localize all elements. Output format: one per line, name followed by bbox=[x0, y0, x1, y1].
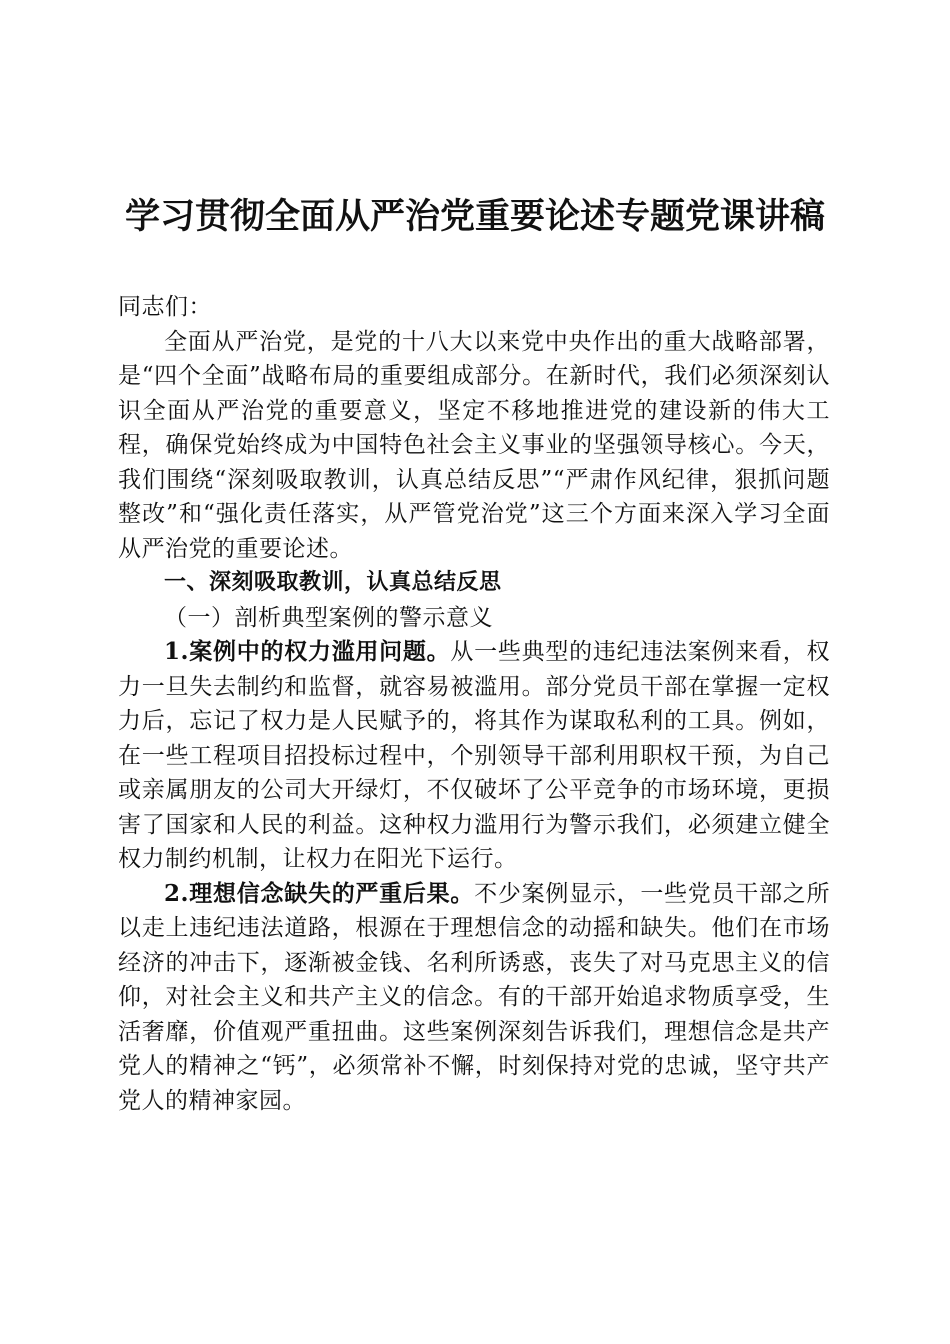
document-body bbox=[118, 290, 830, 1118]
section-heading: 一、深刻吸取教训，认真总结反思 bbox=[164, 570, 502, 595]
greeting: 同志们： bbox=[118, 294, 212, 320]
point-paragraph-1 bbox=[118, 635, 830, 877]
point-lead-2: 2.理想信念缺失的严重后果。 bbox=[164, 879, 475, 907]
point-paragraph-2 bbox=[118, 877, 830, 1119]
document-title: 学习贯彻全面从严治党重要论述专题党课讲稿 bbox=[124, 196, 825, 237]
point-lead-1: 1.案例中的权力滥用问题。 bbox=[164, 638, 451, 665]
point-body-2: 不少案例显示，一些党员干部之所以走上违纪违法道路，根源在于理想信念的动摇和缺失。他们在市场经济的冲击下，逐渐被金钱、名利所诱惑，丧失了对马克思主义的信仰，对社会主义和共产主义的信念。有的干部开始追求物质享受，生活奢靡，价值观严重扭曲。这些案例深刻告诉我们，理想信念是共产党人的精神之“钙”，必须常补不懈，时刻保持对党的忠诚，坚守共产党人的精神家园。 bbox=[118, 880, 831, 1114]
point-body-1: 从一些典型的违纪违法案例来看，权力一旦失去制约和监督，就容易被滥用。部分党员干部在掌握一定权力后，忘记了权力是人民赋予的，将其作为谋取私利的工具。例如，在一些工程项目招投标过程中，个别领导干部利用职权干预，为自己或亲属朋友的公司大开绿灯，不仅破坏了公平竞争的市场环境，更损害了国家和人民的利益。这种权力滥用行为警示我们，必须建立健全权力制约机制，让权力在阳光下运行。 bbox=[118, 639, 831, 872]
intro-paragraph: 全面从严治党，是党的十八大以来党中央作出的重大战略部署，是“四个全面”战略布局的重要组成部分。在新时代，我们必须深刻认识全面从严治党的重要意义，坚定不移地推进党的建设新的伟大工程，确保党始终成为中国特色社会主义事业的坚强领导核心。今天，我们围绕“深刻吸取教训，认真总结反思”“严肃作风纪律，狠抓问题整改”和“强化责任落实，从严管党治党”这三个方面来深入学习全面从严治党的重要论述。 bbox=[118, 328, 830, 562]
subsection-heading: （一）剖析典型案例的警示意义 bbox=[164, 604, 493, 631]
